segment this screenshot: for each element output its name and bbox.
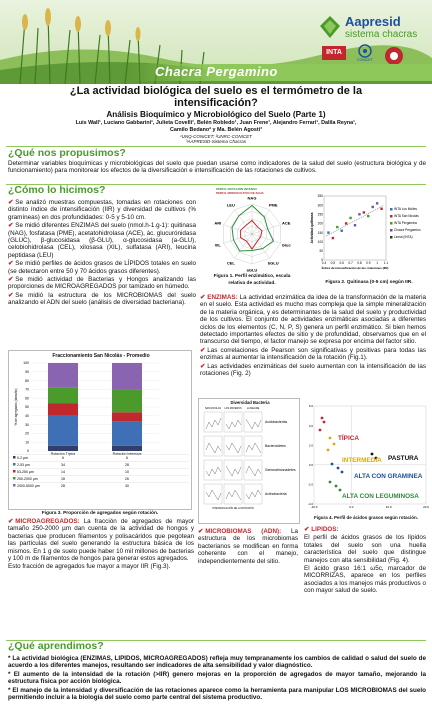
data-point (354, 224, 356, 226)
legend-label: 2-53 µm (17, 463, 30, 467)
y-tick-label: 2.0 (308, 443, 313, 448)
y-tick-label: 0.0 (308, 463, 313, 467)
section-title-propusimos: ¿Qué nos propusimos? (8, 147, 126, 159)
x-tick-label: 10.0 (385, 505, 392, 509)
column-label: LOS MATEROS (224, 407, 242, 410)
list-item: ✔ Se midió actividad de Bacterias y Hongos analizando las proporciones de MICROAGREGADOS por tamizado en húmedo. (8, 276, 196, 291)
y-tick-label: 90 (25, 370, 29, 374)
table-cell: 34 (61, 463, 65, 467)
fig1-caption-1: Figura 1. Perfil enzimático, escala (213, 274, 291, 279)
stacked-bar-chart (9, 359, 193, 509)
y-tick-label: 20 (25, 431, 29, 436)
legend-label: INTA Pergamino (394, 221, 418, 225)
list-item: ✔ Las actividades enzimáticas del suelo aumentan con la intensificación de las rotaciones (Fig. 2) (200, 362, 426, 378)
legend-swatch (13, 463, 16, 466)
legend-swatch (13, 477, 16, 480)
checkmark-icon: ✔ (200, 294, 206, 301)
scatter-chart (308, 190, 430, 278)
y-tick-label: 50 (25, 405, 29, 410)
authors-line-2: Camilo Bedano² y Ma. Belén Agosti³ (169, 126, 263, 133)
list-item: ✔ Se midió perfiles de ácidos grasos de LÍPIDOS totales en suelo (se detectaron entre 50 y 70 ácidos grasos diferentes). (8, 260, 196, 275)
legend-label: Chacra Pergamino (394, 228, 421, 232)
radar-series-intense (232, 206, 273, 252)
data-point (337, 467, 340, 470)
y-tick-label: 100 (23, 361, 29, 366)
list-item: * El manejo de la intensidad y diversificación de las rotaciones aparece como la herramienta para manipular LOS MICROBIOMAS del suelo permitiendo incluir a la biología del suelo como parte central del sistema productivo. (8, 686, 427, 702)
bar-segment (48, 363, 78, 388)
x-tick-label: 0.6 (339, 261, 344, 265)
figure-2 (308, 190, 430, 290)
checkmark-icon: ✔ (8, 260, 14, 268)
data-point (380, 208, 382, 210)
x-tick-label: 1.1 (383, 261, 389, 265)
bar-segment (48, 416, 78, 446)
y-tick-label: 30 (25, 422, 29, 427)
y-tick-label: 4.0 (308, 423, 313, 428)
data-point (371, 453, 374, 456)
affiliation-2: ³AAPRESID-Sistema Chacras (185, 139, 247, 145)
radar-chart (198, 190, 306, 272)
checkmark-icon: ✔ (8, 518, 14, 525)
legend-swatch (13, 484, 16, 487)
affiliations (0, 134, 432, 145)
data-point (345, 222, 347, 224)
radar-axis-label: LEU (226, 202, 235, 208)
chacra-banner (130, 64, 432, 81)
x-tick-label: 0.7 (348, 261, 353, 265)
table-cell: 18 (61, 477, 65, 481)
lipids-paragraph-2: El ácido graso 16:1 ω5c, marcador de MICORRIZAS, aparece en los perfiles asociados a los manejos más productivos o con mayor salud de suelo. (304, 565, 426, 595)
row-label: Bacteroidetes (265, 444, 286, 448)
bar-segment (48, 403, 78, 415)
aapresid-logo (318, 12, 428, 44)
bar-segment (112, 389, 142, 412)
poster-subtitle: Análisis Bioquímico y Microbiológico del Suelo (Parte 1) (106, 110, 326, 119)
micro-tail: Esto fracción de agregados fue mayor a mayor IIR (Fig.3). (8, 563, 171, 571)
figure-4 (302, 398, 430, 524)
table-cell: 28 (125, 463, 129, 467)
microaggregates-text (8, 518, 194, 571)
x-tick-label: 1 (376, 261, 379, 265)
data-point (329, 481, 332, 484)
data-point (376, 202, 378, 204)
legend-label: Lineal (INTA) (394, 235, 413, 239)
bar-segment (112, 412, 142, 421)
adn-title: Diversidad Bacteria (230, 400, 270, 405)
authors (0, 120, 432, 133)
checkmark-icon: ✔ (8, 222, 14, 230)
checkmark-icon: ✔ (200, 362, 206, 370)
legend-label: INTA Los Molles (394, 207, 417, 211)
y-tick-label: 40 (25, 414, 29, 418)
x-tick-label: 20.0 (423, 505, 429, 509)
table-cell: 10 (125, 470, 129, 474)
affiliation-1: ¹UNQ-CONICET; ²UNRC-CONICET (180, 134, 252, 139)
y-axis-label: Actividad quitinasa (310, 212, 314, 244)
y-tick-label: 10 (25, 440, 29, 445)
fig3-caption: Figura 3. Proporción de agregados según rotación. (41, 511, 159, 516)
checkmark-icon: ✔ (8, 199, 14, 206)
panels-footer: INTENSIFICACIÓN DE LA ROTACIÓN (212, 507, 254, 510)
table-cell: 26 (125, 477, 129, 481)
unnoba-emblem-icon (384, 46, 404, 66)
legend-label: 250-2000 µm (17, 477, 38, 481)
radar-spoke (234, 210, 252, 234)
list-item: * El aumento de la intensidad de la rotación (>IIR) genero mejoras en la proporción de agregados de mayor tamaño, mejorando la estructura física por acción biológica. (8, 670, 426, 686)
legend-swatch (390, 236, 393, 239)
legend-swatch (390, 222, 393, 225)
microbiome-text (198, 528, 298, 566)
legend-swatch (390, 215, 393, 218)
data-point (327, 231, 329, 233)
section-title-hicimos: ¿Cómo lo hicimos? (8, 184, 106, 196)
y-tick-label: 6.0 (308, 404, 313, 409)
mini-panel (244, 412, 262, 432)
mini-panel (244, 436, 262, 456)
table-cell: 6 (62, 456, 64, 460)
bacterial-diversity-panels (199, 405, 301, 525)
figure-1 (198, 187, 306, 290)
conicet-emblem-icon (358, 44, 372, 58)
data-point (363, 211, 365, 213)
x-tick-label: 0.8 (357, 261, 362, 265)
cluster-label: ALTA CON GRAMINEA (354, 473, 423, 480)
data-point (333, 443, 336, 446)
checkmark-icon: ✔ (200, 346, 206, 354)
x-tick-label: 0.0 (349, 505, 354, 509)
list-item: ✔ MICROAGREGADOS: La fracción de agregados de mayor tamaño 250-2000 µm dan cuenta de la actividad de hongos y bacterias que producen filamentos y polisacáridos que pegotean las partículas del suelo generando la estructura básica de los mismos. En 1 g de suelo puede haber 10 mil millones de bacterias y 100 m de filamentos de hongos para generar estos agregados. (8, 518, 195, 563)
data-point (341, 471, 344, 474)
list-item: ✔ Se midió diferentes ENZIMAS del suelo (nmol.h-1.g-1): quitinasa (NAG), fosfatasa (PME), acetatohidrolasa (ACE), ác. glucurónidasa (GLUC), β-glucosidasa (β-GLU), α-glucosidasa (a-GLU), celobiohidrolasa (CEL), xilosasa (XIL), sulfatasa (ARI), leucina peptidasa (LEU) (8, 222, 196, 259)
mini-panel (224, 460, 242, 480)
data-point (321, 417, 324, 420)
data-point (349, 217, 351, 219)
checkmark-icon: ✔ (198, 528, 204, 535)
radar-axis-label: aGLU (246, 267, 258, 272)
list-item: ✔ Se midió la estructura de los MICROBIOMAS del suelo analizando el ADN del suelo (análisis de diversidad bacteriana). (8, 291, 196, 307)
lipids-text (304, 526, 426, 596)
x-axis-label: Índice de intensificación de las rotaciones (IIR) (321, 266, 389, 270)
radar-spoke (252, 234, 270, 258)
radar-axis-label: ACE (282, 220, 291, 226)
legend-swatch (13, 470, 16, 473)
data-point (341, 230, 343, 232)
bar-segment (48, 446, 78, 451)
x-tick-label: 0.4 (321, 261, 327, 265)
list-item: ✔ Las correlaciones de Pearson son significativas y positivas para todas las enzimas al aumentar la intensificación de la rotación (Fig.1). (200, 346, 426, 362)
legend-swatch (390, 208, 393, 211)
list-item: * La actividad biológica (ENZIMAS, LIPIDOS, MICROAGREGADOS) refleja muy tempranamente los cambios de calidad o salud del suelo de acuerdo a los diferentes manejos, resultando ser indicadores de alta sensibilidad y valor diagnóstico. (8, 655, 426, 670)
y-axis-label: % de agregados (tamaño) (14, 388, 18, 426)
table-cell: 14 (61, 470, 65, 474)
authors-line-1: Luis Wall¹, Luciano Gabbarini¹, Julieta Covelli¹, Belén Robledo¹, Juan Frene¹, Alejandro Ferrari¹, Dalila Reyna¹, (75, 120, 357, 126)
conicet-logo (350, 44, 380, 64)
y-tick-label: -2.0 (307, 482, 313, 487)
row-label: Actinobacteria (265, 492, 287, 496)
legend-label: 53-250 µm (17, 470, 34, 474)
legend-label: INTA San Nicolás (394, 214, 419, 218)
y-tick-label: 300 (317, 203, 323, 208)
bar-segment (48, 388, 78, 404)
fig1-legend-intense: PERFIL ROTACIÓN INTENSA (216, 187, 258, 191)
y-tick-label: 350 (317, 194, 323, 199)
list-item: ✔ Se analizó muestras compuestas, tomadas en rotaciones con distinto índice de intensificación (IIR) y diversidad de cultivos (% gramíneas) en dos profundidades: 0-5 y 5-10 cm. (8, 199, 196, 221)
y-tick-label: 100 (317, 239, 323, 244)
cluster-label: TÍPICA (338, 435, 359, 442)
section-title-aprendimos: ¿Qué aprendimos? (8, 640, 104, 652)
methods-list (8, 199, 196, 308)
bar-segment (112, 421, 142, 446)
fig4-caption: Figura 4. Perfil de ácidos grasos según rotación. (313, 515, 419, 520)
radar-axis-label: Gluc (281, 242, 291, 248)
fig2-caption: Figura 2. Quitinasa (0-5 cm) según IIR. (325, 280, 413, 285)
figure-3 (8, 350, 192, 510)
data-point (339, 489, 342, 492)
data-point (336, 226, 338, 228)
list-item: ✔ LIPIDOS: (304, 526, 339, 533)
checkmark-icon: ✔ (8, 291, 14, 299)
column-label: SAN NICOLAS (204, 407, 222, 410)
cluster-label: ALTA CON LEGUMINOSA (342, 493, 419, 500)
figure-adn (198, 398, 300, 524)
checkmark-icon: ✔ (304, 526, 310, 533)
fig3-title: Fraccionamiento San Nicolás - Promedio (52, 353, 150, 359)
unnoba-logo (384, 46, 404, 66)
cluster-label: PASTURA (388, 455, 419, 462)
radar-axis-label: NAG (247, 195, 257, 201)
banner-title: Chacra Pergamino (155, 64, 278, 79)
x-tick-label: -10.0 (310, 505, 318, 509)
radar-axis-label: PME (268, 202, 278, 208)
org-subtitle: sistema chacras (345, 29, 418, 40)
plot-area (324, 196, 386, 260)
title-line-1: ¿La actividad biológica del suelo es el termómetro de la (69, 85, 363, 97)
data-point (358, 213, 360, 215)
radar-axis-label: ARI (214, 220, 222, 226)
mini-panel (204, 460, 222, 480)
fatty-acid-profile-chart (302, 398, 430, 516)
conicet-label: CONICET (357, 58, 373, 62)
data-point (331, 463, 334, 466)
y-tick-label: 60 (25, 396, 29, 401)
y-tick-label: 0 (321, 258, 323, 263)
lipids-paragraph-1: El perfil de ácidos grasos de los lípidos totales del suelo son una huella característica del suelo que distingue manejos con alta sensibilidad (Fig. 4). (304, 534, 426, 564)
data-point (367, 215, 369, 217)
enzymes-text (200, 294, 426, 378)
radar-axis-label: XIL (214, 242, 221, 248)
bar-segment (112, 446, 142, 451)
org-name: Aapresid (345, 14, 401, 29)
mini-panel (204, 484, 222, 504)
legend-swatch (390, 229, 393, 232)
y-tick-label: 250 (317, 212, 323, 217)
mini-panel (204, 436, 222, 456)
data-point (329, 437, 332, 440)
x-tick-label: Rotación Típica (50, 452, 76, 456)
fig1-caption-2: relativa de actividad. (228, 281, 276, 286)
mini-panel (224, 484, 242, 504)
fig1-legend-soy: PERFIL MONOCULTIVO DE SOJA (216, 191, 264, 195)
data-point (335, 485, 338, 488)
y-tick-label: 80 (25, 378, 29, 383)
conclusions-list (8, 655, 426, 702)
y-tick-label: 200 (317, 221, 323, 226)
cluster-label: INTERMEDIA (342, 457, 382, 464)
legend-label: 2000-5000 µm (17, 484, 40, 488)
row-label: Gemmatimonadetes (265, 468, 296, 472)
y-tick-label: 150 (317, 230, 323, 235)
table-cell: 6 (126, 456, 128, 460)
legend-label: 0-2 µm (17, 456, 28, 460)
list-item: ✔ ENZIMAS: La actividad enzimática da idea de la transformación de la materia en el suelo. Esta actividad es mucho mas compleja que la simple mineralización de la materia orgánica, y es determinantes de la salud del suelo y productividad de los cultivos. El conjunto de actividades enzimáticas asociadas a diferentes ciclos de los elementos (C, N, P, S) genera un perfil enzimático. Si bien hemos detectado importantes efectos de sitio y de profundidad, observamos que en el transcurso del tiempo, el factor manejo se expresa por encima del factor sitio. (200, 294, 426, 346)
radar-axis-label: CEL (226, 260, 235, 266)
section-text-propusimos: Determinar variables bioquímicas y microbiológicas del suelo que puedan usarse como indicadores de la salud del suelo (estructura biológica y de funcionamiento) para monitorear los efectos de la diversificación e intensificación de las rotaciones de cultivos. (8, 160, 426, 175)
aapresid-leaf-icon (318, 14, 342, 40)
radar-axis-label: bGLU (267, 260, 279, 266)
x-tick-label: Rotación Intensiva (112, 452, 142, 456)
y-tick-label: -4.0 (307, 502, 313, 507)
row-label: Acidobacterias (265, 420, 288, 424)
x-tick-label: 0.9 (366, 261, 371, 265)
table-cell: 28 (61, 484, 65, 488)
column-label: LA MELIDE (246, 407, 260, 410)
y-tick-label: 70 (25, 387, 29, 392)
data-point (323, 421, 326, 424)
poster-title (0, 85, 432, 109)
table-cell: 30 (125, 484, 129, 488)
list-item: ✔ MICROBIOMAS (ADN): La estructura de los microbiomas bacterianos se modifican en forma coherente con el manejo, independientemente del sitio. (198, 528, 298, 565)
legend-swatch (13, 456, 16, 459)
title-line-2: intensificación? (174, 97, 258, 109)
y-tick-label: 50 (319, 249, 323, 254)
data-point (319, 429, 322, 432)
data-point (372, 206, 374, 208)
y-tick-label: 0 (27, 449, 29, 454)
checkmark-icon: ✔ (8, 276, 14, 284)
bar-segment (112, 363, 142, 389)
mini-panel (244, 460, 262, 480)
x-tick-label: 0.5 (330, 261, 336, 265)
inta-logo: INTA (322, 46, 346, 60)
data-point (332, 237, 334, 239)
data-point (327, 449, 330, 452)
